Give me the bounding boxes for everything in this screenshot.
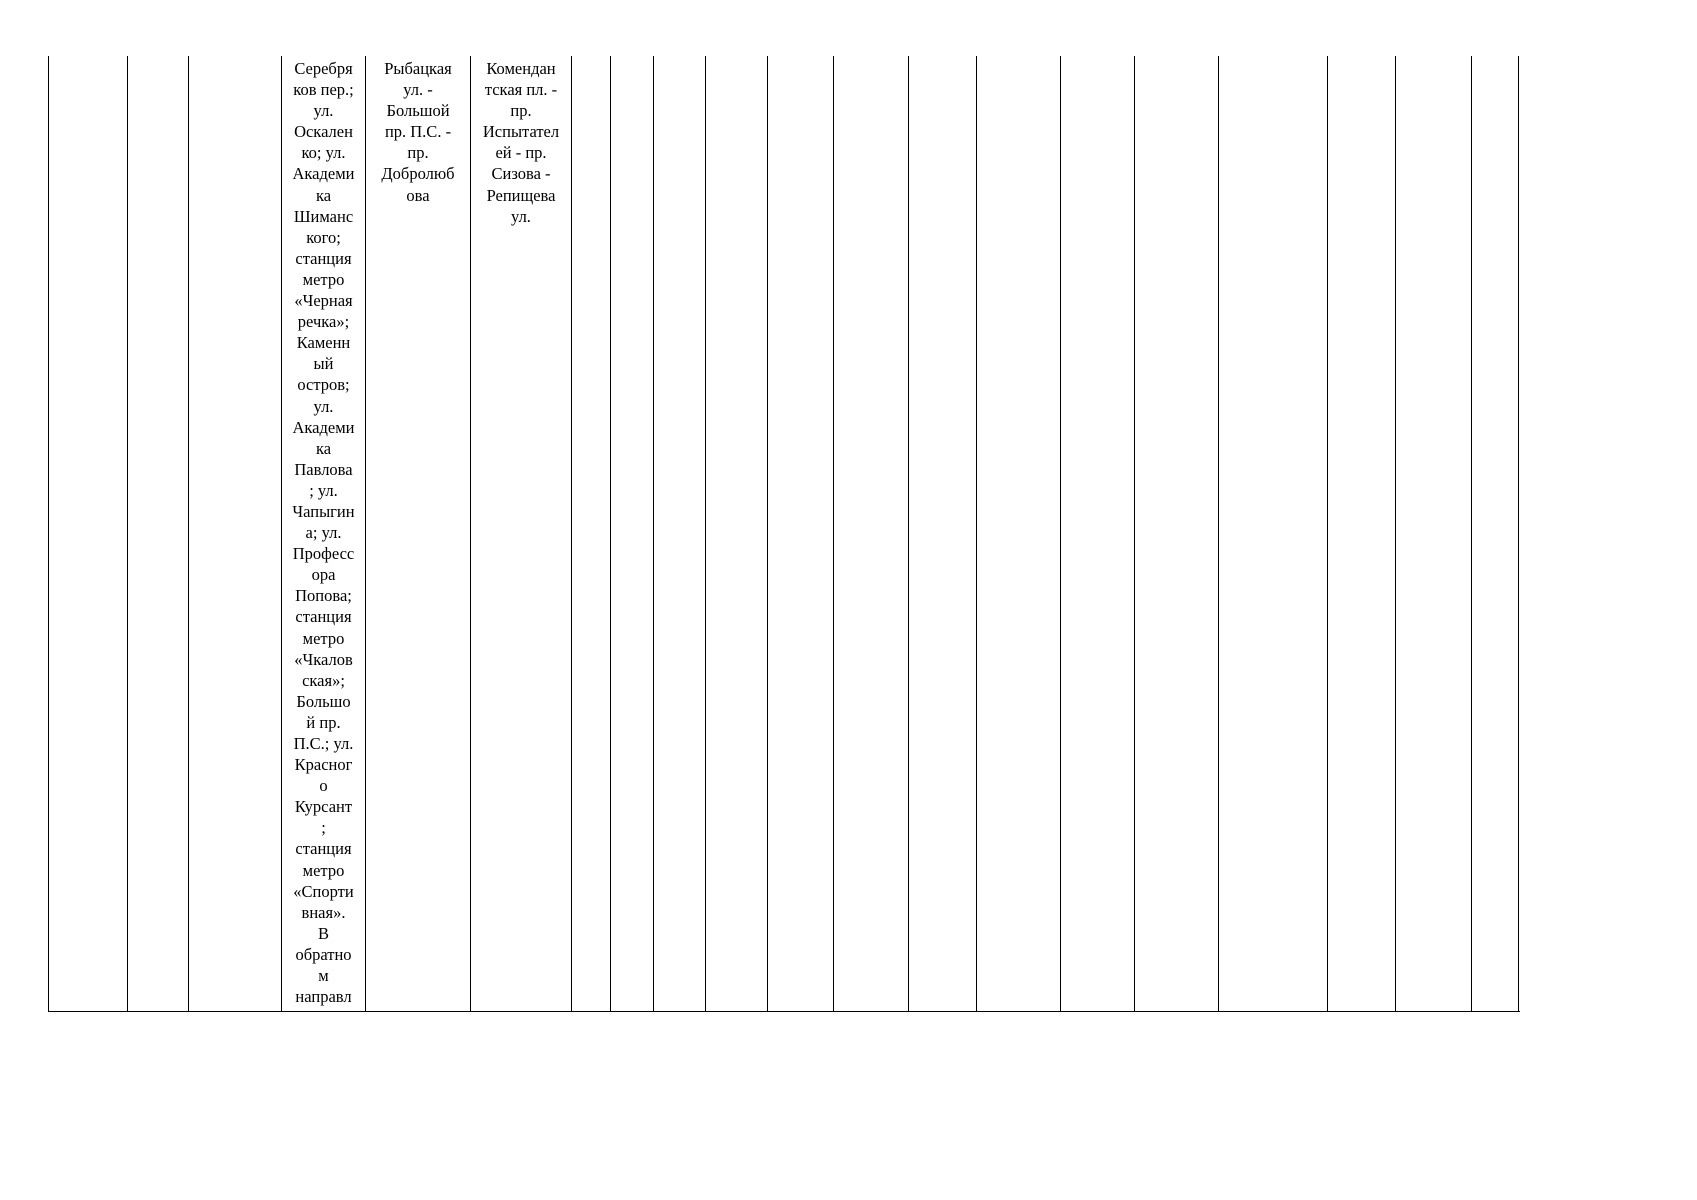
column-border <box>976 56 977 1011</box>
column-border <box>705 56 706 1011</box>
column-border <box>127 56 128 1011</box>
column-border <box>653 56 654 1011</box>
column-border <box>571 56 572 1011</box>
column-border <box>833 56 834 1011</box>
column-border <box>1518 56 1519 1011</box>
column-border <box>1395 56 1396 1011</box>
route-table-fragment <box>48 56 1520 1012</box>
column-border <box>767 56 768 1011</box>
cell-route-streets-reverse: Комендан тская пл. - пр. Испытател ей - пр. Сизова - Репищева ул. <box>482 59 560 226</box>
column-border <box>48 56 49 1011</box>
column-border <box>1327 56 1328 1011</box>
column-border <box>1060 56 1061 1011</box>
cell-route-streets-forward: Рыбацкая ул. - Большой пр. П.С. - пр. Добролюб ова <box>381 59 455 205</box>
column-border <box>908 56 909 1011</box>
cell-route-stops: Серебря ков пер.; ул. Оскален ко; ул. Академи ка Шиманс кого; станция метро «Черная речка»; Каменн ый остров; ул. Академи ка Павлова ; ул. Чапыгин а; ул. Професс ора Попова; станция метро «Чкалов ская»; Большо й пр. П.С.; ул. Красног о Курсант ; станция метро «Спорти вная». В обратно м направл <box>292 59 355 1007</box>
column-border <box>188 56 189 1011</box>
column-border <box>1218 56 1219 1011</box>
column-border <box>610 56 611 1011</box>
column-border <box>1471 56 1472 1011</box>
column-border <box>1134 56 1135 1011</box>
